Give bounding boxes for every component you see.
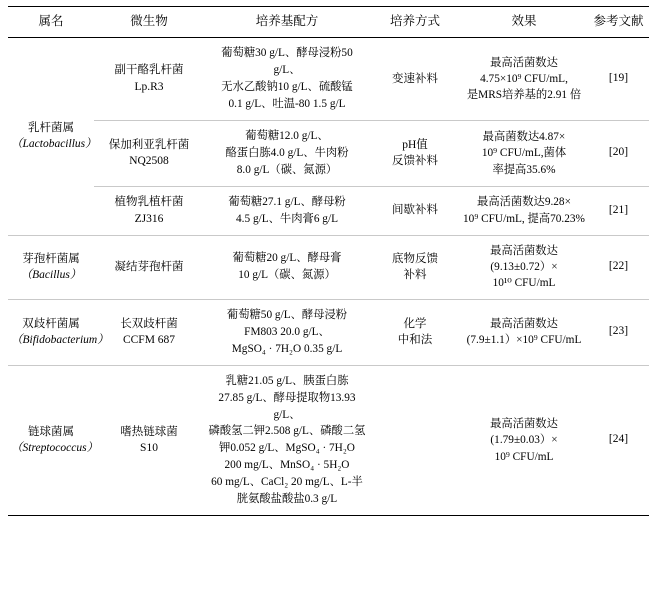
effect-line: 最高活菌数达 [490,56,558,69]
effect-cell [460,38,588,121]
microorganism-cell [94,38,204,121]
microorganism-line: 副干酪乳杆菌 [114,64,184,77]
table-body [8,38,649,516]
medium-cell [204,235,370,299]
genus-name-cn: 链球菌属 [28,425,74,438]
microorganism-cell [94,121,204,187]
culture-mode-line: pH值 [402,138,428,151]
table-row [8,235,649,299]
medium-line: FM803 20.0 g/L、 [244,325,330,338]
effect-line: 4.75×10⁹ CFU/mL, [480,72,568,85]
medium-line: 10 g/L（碳、氮源） [238,269,336,282]
microorganism-line: NQ2508 [129,155,169,168]
microorganism-cell [94,299,204,365]
medium-line: 乳糖21.05 g/L、胰蛋白胨 [225,374,349,387]
microorganism-line: 植物乳植杆菌 [114,196,184,209]
microorganism-line: CCFM 687 [122,334,176,347]
culture-mode-cell [370,235,460,299]
column-header-reference: 参考文献 [588,7,649,38]
genus-cell [8,235,94,299]
column-header-effect: 效果 [460,7,588,38]
effect-cell [460,186,588,235]
effect-line: (1.79±0.03）× [490,434,558,447]
medium-line: 8.0 g/L（碳、氮源） [236,163,338,176]
genus-cell [8,365,99,516]
genus-name-latin: （Bacillus） [20,269,82,282]
reference-cell: [19] [588,38,649,121]
effect-line: 最高活菌数达9.28× [477,196,571,209]
effect-line: (7.9±1.1）×10⁹ CFU/mL [466,334,582,347]
effect-cell [460,299,588,365]
effect-line: 最高活菌数达 [490,317,558,330]
culture-mode-line: 变速补料 [392,72,438,85]
effect-line: 最高活菌数达 [490,417,558,430]
culture-mode-cell [370,186,460,235]
medium-cell [204,299,370,365]
effect-line: 是MRS培养基的2.91 倍 [466,89,582,102]
microorganism-line: ZJ316 [134,212,164,225]
culture-mode-line: 中和法 [397,334,433,347]
genus-cell [8,299,109,365]
medium-line: 钾0.052 g/L、MgSO₄ · 7H₂O [219,442,355,455]
genus-name-cn: 芽孢杆菌属 [22,252,80,265]
culture-medium-table [8,6,649,516]
effect-line: 10⁹ CFU/mL, 提高70.23% [463,212,585,225]
effect-line: 10⁹ CFU/mL [494,450,554,463]
medium-line: 200 mg/L、MnSO₄ · 5H₂O [224,459,350,472]
reference-cell: [22] [588,235,649,299]
effect-line: 率提高35.6% [492,163,556,176]
genus-cell [8,38,97,235]
genus-name-latin: （Lactobacillus） [11,138,97,151]
genus-name-cn: 双歧杆菌属 [22,317,80,330]
medium-line: 60 mg/L、CaCl₂ 20 mg/L、L-半 [211,476,363,489]
culture-mode-cell [370,121,460,187]
medium-line: 0.1 g/L、吐温-80 1.5 g/L [228,98,346,111]
column-header-microorganism: 微生物 [94,7,204,38]
microorganism-cell [94,235,204,299]
column-header-medium-formula: 培养基配方 [204,7,370,38]
medium-line: 葡萄糖12.0 g/L、 [245,130,329,142]
culture-mode-line: 化学 [403,317,427,330]
effect-line: 10⁹ CFU/mL,菌体 [481,147,567,160]
column-header-genus: 属名 [8,7,94,38]
microorganism-line: 凝结芽孢杆菌 [114,260,184,273]
culture-mode-cell [370,365,460,516]
medium-line: 27.85 g/L、酵母提取物13.93 g/L、 [218,391,356,421]
medium-line: 酪蛋白胨4.0 g/L、牛肉粉 [225,146,349,159]
microorganism-cell [94,365,204,516]
microorganism-line: 长双歧杆菌 [120,317,178,330]
culture-mode-cell [370,299,460,365]
microorganism-line: 嗜热链球菌 [120,425,178,438]
table-row [8,365,649,516]
medium-line: 无水乙酸钠10 g/L、硫酸锰 [221,81,353,94]
effect-cell [460,121,588,187]
medium-cell [204,38,370,121]
medium-line: 4.5 g/L、牛肉膏6 g/L [236,212,338,225]
column-header-culture-mode: 培养方式 [370,7,460,38]
genus-name-cn: 乳杆菌属 [28,121,74,134]
culture-mode-line: 补料 [403,269,427,282]
microorganism-cell [94,186,204,235]
medium-line: 葡萄糖30 g/L、酵母浸粉50 g/L、 [221,47,353,77]
effect-line: (9.13±0.72）× [490,261,558,274]
medium-line: MgSO₄ · 7H₂O 0.35 g/L [231,342,343,355]
reference-cell: [21] [588,186,649,235]
culture-mode-line: 底物反馈 [392,252,438,265]
medium-line: 磷酸氢二钾2.508 g/L、磷酸二氢 [208,425,366,438]
medium-line: 葡萄糖27.1 g/L、酵母粉 [228,195,346,208]
medium-cell [204,186,370,235]
table-row [8,186,649,235]
culture-mode-cell [370,38,460,121]
medium-line: 葡萄糖50 g/L、酵母浸粉 [226,308,348,321]
microorganism-line: 保加利亚乳杆菌 [108,138,190,151]
effect-cell [460,365,588,516]
medium-cell [204,121,370,187]
medium-line: 葡萄糖20 g/L、酵母膏 [232,252,342,265]
effect-line: 最高菌数达4.87× [482,130,566,143]
table-row [8,38,649,121]
table-header-row [8,7,649,38]
culture-mode-line: 反馈补料 [392,155,438,168]
microorganism-line: S10 [140,442,158,455]
table-row [8,121,649,187]
microorganism-line: Lp.R3 [134,81,164,94]
effect-line: 10¹⁰ CFU/mL [492,277,556,290]
culture-mode-line: 间歇补料 [392,204,438,217]
reference-cell: [23] [588,299,649,365]
effect-line: 最高活菌数达 [490,244,558,257]
reference-cell: [24] [588,365,649,516]
table-row [8,299,649,365]
medium-cell [204,365,370,516]
effect-cell [460,235,588,299]
medium-line: 胱氨酸盐酸盐0.3 g/L [236,493,338,506]
table-header [8,7,649,38]
reference-cell: [20] [588,121,649,187]
genus-name-latin: （Streptococcus） [11,442,99,455]
genus-name-latin: （Bifidobacterium） [11,334,109,347]
